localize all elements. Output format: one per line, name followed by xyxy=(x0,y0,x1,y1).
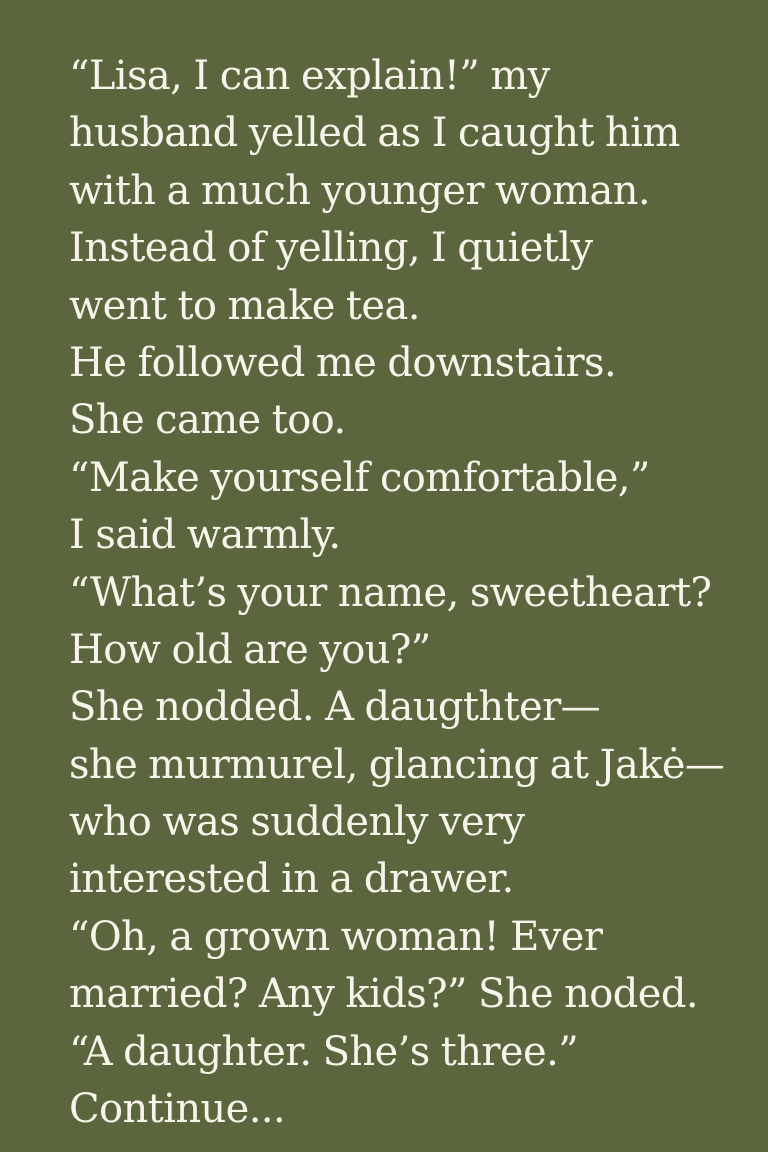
story-line: she murmurel, glancing at Jakė— xyxy=(69,741,725,788)
story-line: “Oh, a grown woman! Ever xyxy=(69,913,603,960)
story-text xyxy=(69,48,759,1138)
story-line: interested in a drawer. xyxy=(69,856,514,903)
story-line: “What’s your name, sweetheart? xyxy=(69,569,712,616)
story-line: “Lisa, I can explain!” my xyxy=(69,53,550,99)
story-line: who was suddenly very xyxy=(69,799,525,846)
story-line: She came too. xyxy=(69,397,346,444)
continue-link[interactable]: Continue... xyxy=(69,1086,286,1133)
story-line: “Make yourself comfortable,” xyxy=(69,454,650,501)
story-line: Instead of yelling, I quietly xyxy=(69,225,593,272)
story-line: husband yelled as I caught him xyxy=(69,110,680,157)
story-line: She nodded. A daugthter— xyxy=(69,684,601,731)
story-line: married? Any kids?” She noded. xyxy=(69,971,698,1018)
story-line: He followed me downstairs. xyxy=(69,339,617,386)
story-line: “A daughter. She’s three.” xyxy=(69,1028,579,1075)
story-line: I said warmly. xyxy=(69,512,341,559)
story-line: How old are you?” xyxy=(69,626,431,673)
story-line: with a much younger woman. xyxy=(69,167,651,214)
story-line: went to make tea. xyxy=(69,282,420,329)
